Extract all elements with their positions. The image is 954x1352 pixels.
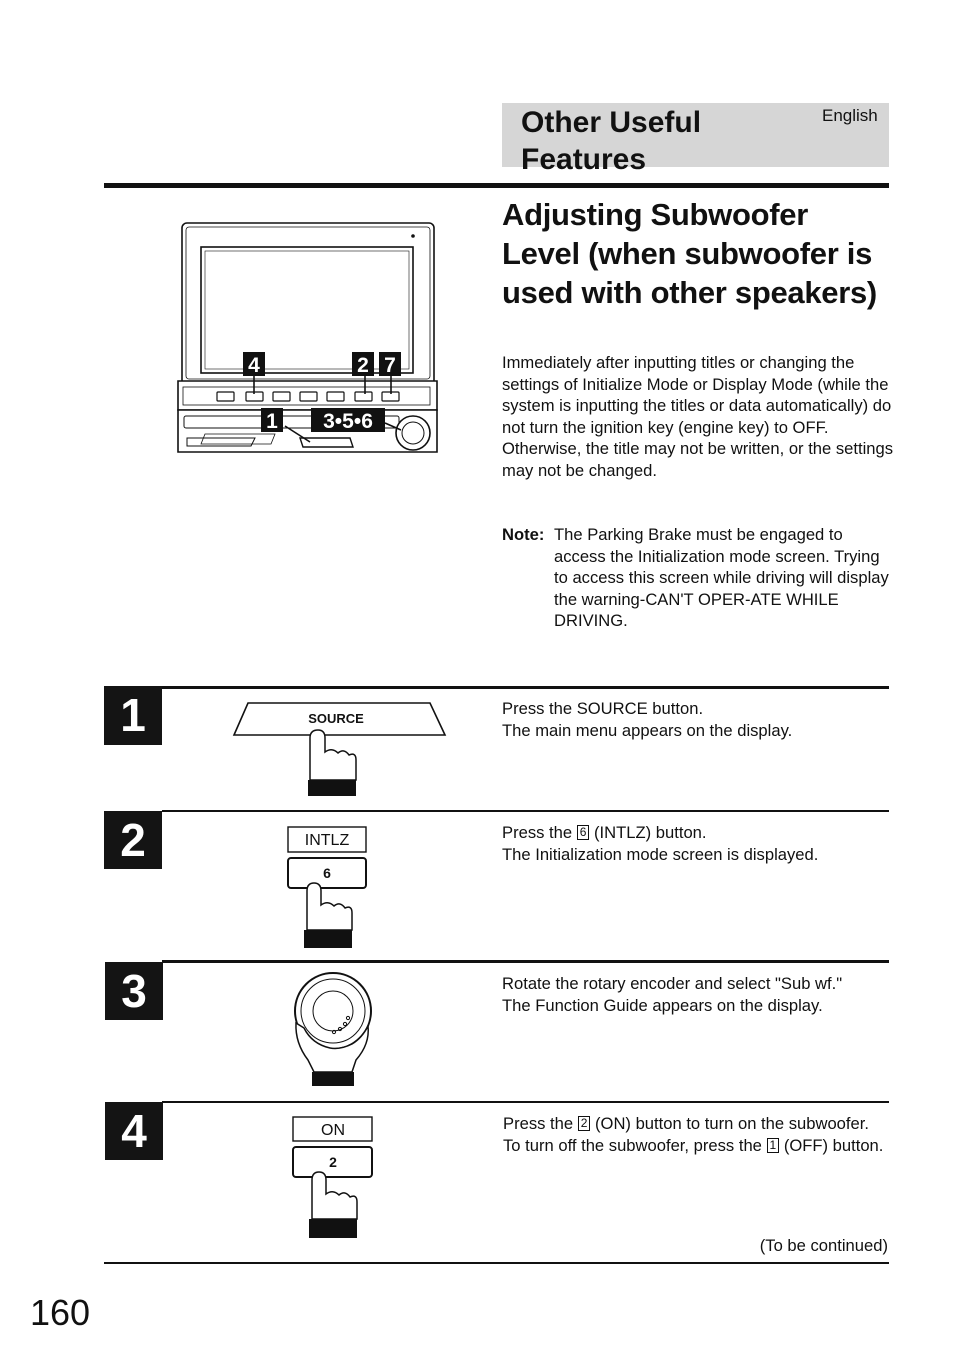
step-1-rule xyxy=(162,686,889,689)
intro-paragraph-2: Otherwise, the title may not be written, or the settings may not be changed. xyxy=(502,439,894,480)
step-2-text xyxy=(502,822,892,865)
step-3-line-2: The Function Guide appears on the display. xyxy=(502,995,823,1015)
step-3-rule xyxy=(162,960,889,963)
pressing-finger-icon xyxy=(309,1172,357,1238)
step-2-badge: 2 xyxy=(104,811,162,869)
intlz-label: INTLZ xyxy=(304,832,350,849)
main-heading: Adjusting Subwoofer Level (when subwoofer is used with other speakers) xyxy=(502,197,877,310)
head-unit-figure xyxy=(175,220,440,456)
callout-7: 7 xyxy=(384,354,396,377)
step-3-badge: 3 xyxy=(105,962,163,1020)
preset-button-1 xyxy=(217,392,234,401)
on-label: ON xyxy=(321,1122,345,1139)
step-3-line-1: Rotate the rotary encoder and select "Sub wf." xyxy=(502,974,843,993)
step-1-illustration xyxy=(230,700,450,800)
preset-button-5 xyxy=(327,392,344,401)
source-key-label: SOURCE xyxy=(308,711,364,726)
step-4-rule xyxy=(162,1101,889,1103)
language-label: English xyxy=(822,106,878,125)
step-2-illustration xyxy=(285,825,375,950)
step-2-rule xyxy=(162,810,889,812)
step-4-line-2: To turn off the subwoofer, press the 1 (OFF) button. xyxy=(503,1135,884,1155)
callout-356: 3•5•6 xyxy=(323,410,373,433)
rotary-encoder xyxy=(396,416,430,450)
callout-4: 4 xyxy=(248,354,260,377)
step-4-text xyxy=(503,1113,893,1156)
step-1-line-2: The main menu appears on the display. xyxy=(502,720,793,740)
step-4-badge: 4 xyxy=(105,1102,163,1160)
key-2-ref: 2 xyxy=(578,1116,591,1131)
pressing-finger-icon xyxy=(308,730,356,796)
preset-button-3 xyxy=(273,392,290,401)
preset-button-6 xyxy=(355,392,372,401)
key-2-label: 2 xyxy=(329,1154,337,1170)
top-rule xyxy=(104,183,889,188)
section-title: Other Useful Features xyxy=(521,106,702,176)
page-number: 160 xyxy=(30,1292,91,1333)
pressing-finger-icon xyxy=(304,883,352,948)
step-2-line-2: The Initialization mode screen is displayed. xyxy=(502,844,819,864)
step-1-badge: 1 xyxy=(104,686,162,745)
step-2-line-1: Press the 6 (INTLZ) button. xyxy=(502,823,707,842)
step-3-text xyxy=(502,973,892,1016)
preset-button-4 xyxy=(300,392,317,401)
callout-1: 1 xyxy=(266,410,278,433)
to-be-continued: (To be continued) xyxy=(759,1236,888,1255)
key-6-ref: 6 xyxy=(577,825,590,840)
source-button xyxy=(300,438,353,447)
step-3-illustration xyxy=(290,968,375,1090)
step-4-illustration xyxy=(290,1115,380,1243)
key-1-ref: 1 xyxy=(767,1138,780,1153)
intro-text xyxy=(502,352,894,482)
step-1-text xyxy=(502,698,892,741)
step-4-line-1: Press the 2 (ON) button to turn on the subwoofer. xyxy=(503,1114,869,1133)
key-6-label: 6 xyxy=(323,865,331,881)
note-label: Note: xyxy=(502,525,545,544)
callout-2: 2 xyxy=(357,354,369,377)
bottom-rule xyxy=(104,1262,889,1264)
intro-paragraph-1: Immediately after inputting titles or changing the settings of Initialize Mode or Display Mode (while the system is inputting the titles or data automatically) do not turn the ignition key (engine key) to OFF. xyxy=(502,353,892,437)
step-1-line-1: Press the SOURCE button. xyxy=(502,699,704,718)
note-text: The Parking Brake must be engaged to access the Initialization mode screen. Trying to access this screen while driving will display the warning-CAN'T OPER-ATE WHILE DRIVING. xyxy=(554,525,889,631)
